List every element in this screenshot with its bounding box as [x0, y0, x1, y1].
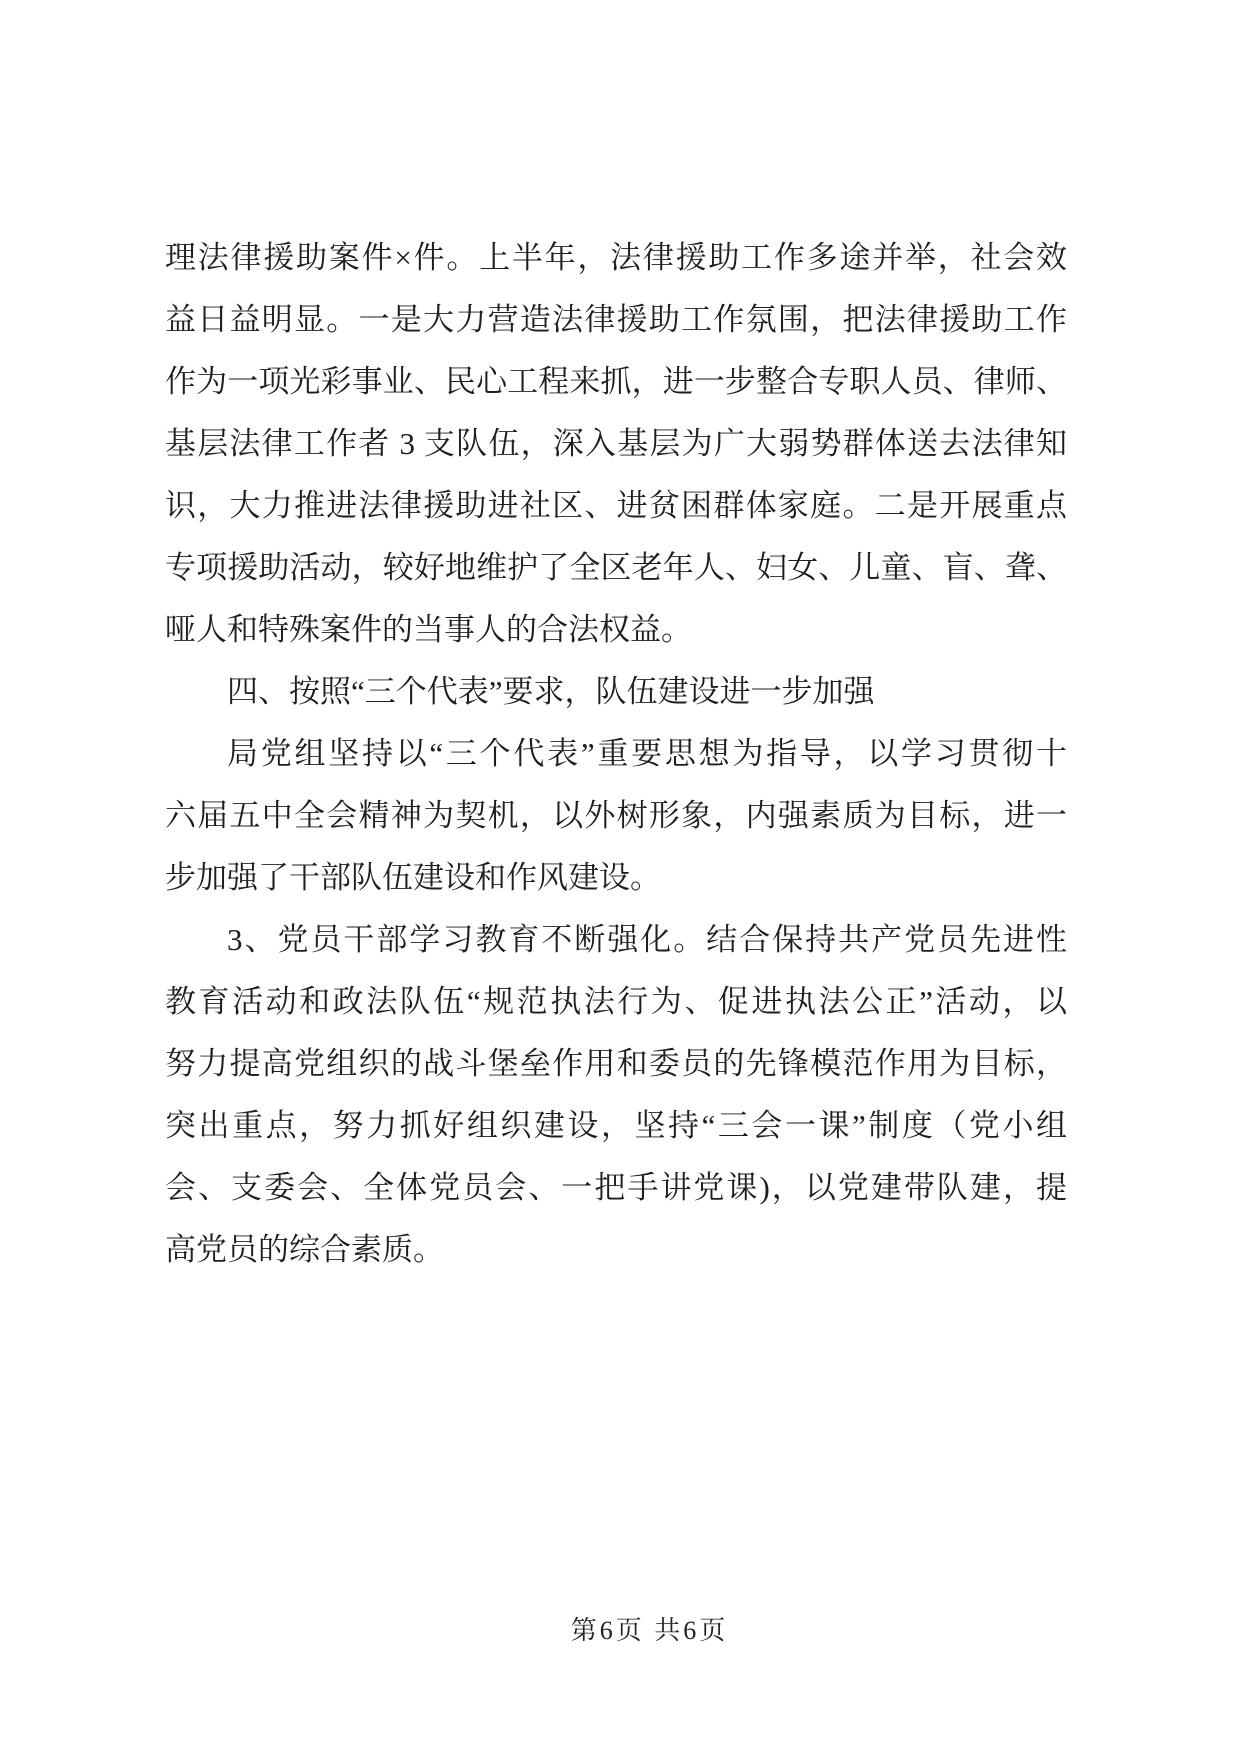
text-line: 益日益明显。一是大力营造法律援助工作氛围，把法律援助工作	[165, 302, 1067, 337]
text-line: 会、支委会、全体党员会、一把手讲党课)，以党建带队建，提	[165, 1170, 1067, 1205]
text-line: 六届五中全会精神为契机，以外树形象，内强素质为目标，进一	[165, 798, 1067, 833]
text-line: 教育活动和政法队伍“规范执法行为、促进执法公正”活动，以	[165, 984, 1067, 1019]
text-line: 突出重点，努力抓好组织建设，坚持“三会一课”制度（党小组	[165, 1108, 1067, 1143]
document-body	[165, 227, 1067, 1281]
text-line: 局党组坚持以“三个代表”重要思想为指导，以学习贯彻十	[227, 736, 1067, 771]
section-heading-line: 四、按照“三个代表”要求，队伍建设进一步加强	[227, 674, 875, 709]
page-footer	[0, 1610, 1241, 1647]
text-line: 理法律援助案件×件。上半年，法律援助工作多途并举，社会效	[165, 240, 1067, 275]
text-line: 3、党员干部学习教育不断强化。结合保持共产党员先进性	[227, 922, 1067, 957]
text-line: 高党员的综合素质。	[165, 1232, 444, 1267]
text-line: 努力提高党组织的战斗堡垒作用和委员的先锋模范作用为目标，	[165, 1046, 1067, 1081]
text-line: 步加强了干部队伍建设和作风建设。	[165, 860, 661, 895]
text-line: 识，大力推进法律援助进社区、进贫困群体家庭。二是开展重点	[165, 488, 1067, 523]
text-line: 作为一项光彩事业、民心工程来抓，进一步整合专职人员、律师、	[165, 364, 1067, 399]
text-line: 基层法律工作者 3 支队伍，深入基层为广大弱势群体送去法律知	[165, 426, 1067, 461]
text-line: 专项援助活动，较好地维护了全区老年人、妇女、儿童、盲、聋、	[165, 550, 1067, 585]
text-line: 哑人和特殊案件的当事人的合法权益。	[165, 612, 692, 647]
page-number-indicator: 第6页 共6页	[570, 1616, 729, 1645]
